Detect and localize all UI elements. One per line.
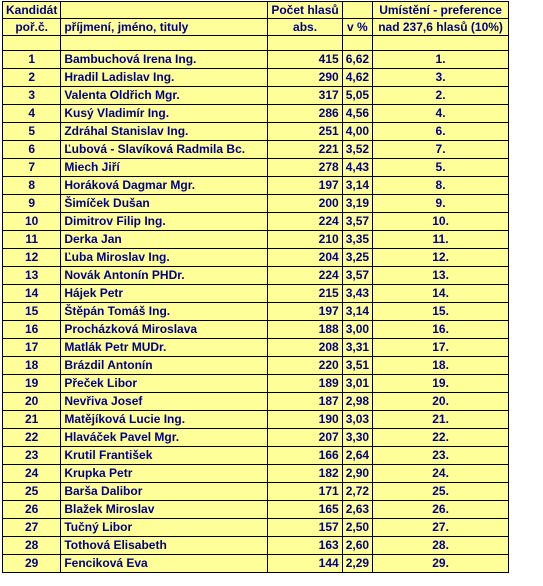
cell-abs: 163 xyxy=(268,537,342,555)
header-placement: Umístění - preference xyxy=(373,2,509,19)
cell-placement: 21. xyxy=(373,411,509,429)
spacer-cell xyxy=(3,36,61,51)
cell-name: Fenciková Eva xyxy=(61,555,268,573)
cell-placement: 22. xyxy=(373,429,509,447)
table-row xyxy=(3,393,509,411)
cell-pct: 3,31 xyxy=(342,339,372,357)
spacer-row xyxy=(3,36,509,51)
cell-placement: 25. xyxy=(373,483,509,501)
cell-order: 25 xyxy=(3,483,61,501)
table-row xyxy=(3,555,509,573)
cell-name: Tučný Libor xyxy=(61,519,268,537)
cell-abs: 221 xyxy=(268,141,342,159)
cell-abs: 165 xyxy=(268,501,342,519)
cell-order: 29 xyxy=(3,555,61,573)
cell-abs: 157 xyxy=(268,519,342,537)
cell-placement: 24. xyxy=(373,465,509,483)
cell-order: 1 xyxy=(3,51,61,69)
cell-name: Bambuchová Irena Ing. xyxy=(61,51,268,69)
cell-order: 14 xyxy=(3,285,61,303)
cell-abs: 190 xyxy=(268,411,342,429)
cell-abs: 286 xyxy=(268,105,342,123)
cell-placement: 12. xyxy=(373,249,509,267)
cell-abs: 197 xyxy=(268,177,342,195)
cell-abs: 197 xyxy=(268,303,342,321)
cell-pct: 3,00 xyxy=(342,321,372,339)
cell-order: 13 xyxy=(3,267,61,285)
cell-order: 22 xyxy=(3,429,61,447)
cell-order: 26 xyxy=(3,501,61,519)
cell-pct: 2,63 xyxy=(342,501,372,519)
cell-abs: 200 xyxy=(268,195,342,213)
cell-name: Hlaváček Pavel Mgr. xyxy=(61,429,268,447)
cell-name: Derka Jan xyxy=(61,231,268,249)
table-row xyxy=(3,87,509,105)
cell-placement: 14. xyxy=(373,285,509,303)
cell-pct: 3,52 xyxy=(342,141,372,159)
cell-abs: 189 xyxy=(268,375,342,393)
cell-pct: 2,90 xyxy=(342,465,372,483)
table-row xyxy=(3,195,509,213)
cell-order: 11 xyxy=(3,231,61,249)
cell-order: 27 xyxy=(3,519,61,537)
cell-name: Zdráhal Stanislav Ing. xyxy=(61,123,268,141)
cell-pct: 2,64 xyxy=(342,447,372,465)
table-row xyxy=(3,105,509,123)
cell-name: Valenta Oldřich Mgr. xyxy=(61,87,268,105)
cell-placement: 7. xyxy=(373,141,509,159)
results-table-body xyxy=(3,2,509,573)
spacer-cell xyxy=(268,36,342,51)
table-row xyxy=(3,357,509,375)
cell-order: 10 xyxy=(3,213,61,231)
cell-order: 6 xyxy=(3,141,61,159)
cell-name: Miech Jiří xyxy=(61,159,268,177)
cell-placement: 4. xyxy=(373,105,509,123)
cell-placement: 29. xyxy=(373,555,509,573)
cell-abs: 251 xyxy=(268,123,342,141)
spacer-cell xyxy=(373,36,509,51)
cell-name: Ľubová - Slavíková Radmila Bc. xyxy=(61,141,268,159)
cell-placement: 3. xyxy=(373,69,509,87)
cell-order: 5 xyxy=(3,123,61,141)
cell-order: 2 xyxy=(3,69,61,87)
table-row xyxy=(3,177,509,195)
cell-abs: 144 xyxy=(268,555,342,573)
cell-abs: 208 xyxy=(268,339,342,357)
cell-abs: 215 xyxy=(268,285,342,303)
cell-pct: 2,29 xyxy=(342,555,372,573)
table-row xyxy=(3,231,509,249)
cell-pct: 2,60 xyxy=(342,537,372,555)
cell-placement: 1. xyxy=(373,51,509,69)
cell-abs: 415 xyxy=(268,51,342,69)
header-abs: abs. xyxy=(268,19,342,36)
cell-order: 28 xyxy=(3,537,61,555)
cell-placement: 11. xyxy=(373,231,509,249)
cell-pct: 4,43 xyxy=(342,159,372,177)
cell-order: 24 xyxy=(3,465,61,483)
cell-placement: 5. xyxy=(373,159,509,177)
cell-abs: 210 xyxy=(268,231,342,249)
cell-order: 8 xyxy=(3,177,61,195)
cell-placement: 27. xyxy=(373,519,509,537)
results-table xyxy=(2,1,509,573)
cell-abs: 290 xyxy=(268,69,342,87)
table-row xyxy=(3,123,509,141)
cell-name: Blažek Miroslav xyxy=(61,501,268,519)
header-candidate: Kandidát xyxy=(3,2,61,19)
table-row xyxy=(3,267,509,285)
table-row xyxy=(3,483,509,501)
cell-order: 15 xyxy=(3,303,61,321)
table-row xyxy=(3,429,509,447)
table-row xyxy=(3,249,509,267)
cell-pct: 3,03 xyxy=(342,411,372,429)
cell-pct: 3,57 xyxy=(342,267,372,285)
table-row xyxy=(3,411,509,429)
spacer-cell xyxy=(61,36,268,51)
table-row xyxy=(3,447,509,465)
cell-pct: 3,43 xyxy=(342,285,372,303)
cell-placement: 13. xyxy=(373,267,509,285)
cell-abs: 224 xyxy=(268,213,342,231)
header-empty xyxy=(61,2,268,19)
table-row xyxy=(3,303,509,321)
table-row xyxy=(3,519,509,537)
cell-pct: 6,62 xyxy=(342,51,372,69)
cell-abs: 188 xyxy=(268,321,342,339)
header-votes: Počet hlasů xyxy=(268,2,342,19)
cell-placement: 9. xyxy=(373,195,509,213)
cell-placement: 2. xyxy=(373,87,509,105)
table-row xyxy=(3,537,509,555)
cell-order: 16 xyxy=(3,321,61,339)
cell-abs: 220 xyxy=(268,357,342,375)
cell-pct: 3,57 xyxy=(342,213,372,231)
cell-placement: 17. xyxy=(373,339,509,357)
cell-name: Matějíková Lucie Ing. xyxy=(61,411,268,429)
cell-pct: 5,05 xyxy=(342,87,372,105)
table-row xyxy=(3,159,509,177)
cell-placement: 19. xyxy=(373,375,509,393)
cell-pct: 3,25 xyxy=(342,249,372,267)
cell-abs: 166 xyxy=(268,447,342,465)
cell-order: 4 xyxy=(3,105,61,123)
results-table-container xyxy=(2,1,509,573)
cell-name: Hradil Ladislav Ing. xyxy=(61,69,268,87)
cell-abs: 204 xyxy=(268,249,342,267)
table-row xyxy=(3,69,509,87)
cell-abs: 182 xyxy=(268,465,342,483)
cell-order: 12 xyxy=(3,249,61,267)
cell-order: 20 xyxy=(3,393,61,411)
cell-name: Štěpán Tomáš Ing. xyxy=(61,303,268,321)
table-row xyxy=(3,339,509,357)
cell-pct: 2,72 xyxy=(342,483,372,501)
spacer-cell xyxy=(342,36,372,51)
header-name: příjmení, jméno, tituly xyxy=(61,19,268,36)
cell-name: Matlák Petr MUDr. xyxy=(61,339,268,357)
cell-order: 23 xyxy=(3,447,61,465)
cell-name: Hájek Petr xyxy=(61,285,268,303)
cell-pct: 3,14 xyxy=(342,177,372,195)
cell-name: Kusý Vladimír Ing. xyxy=(61,105,268,123)
cell-order: 3 xyxy=(3,87,61,105)
cell-placement: 23. xyxy=(373,447,509,465)
cell-name: Horáková Dagmar Mgr. xyxy=(61,177,268,195)
cell-abs: 187 xyxy=(268,393,342,411)
cell-abs: 317 xyxy=(268,87,342,105)
cell-placement: 26. xyxy=(373,501,509,519)
table-row xyxy=(3,465,509,483)
header-row-2 xyxy=(3,19,509,36)
cell-name: Krupka Petr xyxy=(61,465,268,483)
cell-pct: 2,50 xyxy=(342,519,372,537)
cell-pct: 4,00 xyxy=(342,123,372,141)
cell-pct: 3,19 xyxy=(342,195,372,213)
header-empty xyxy=(342,2,372,19)
cell-name: Šimíček Dušan xyxy=(61,195,268,213)
cell-placement: 28. xyxy=(373,537,509,555)
table-row xyxy=(3,501,509,519)
table-row xyxy=(3,141,509,159)
cell-order: 18 xyxy=(3,357,61,375)
header-order: poř.č. xyxy=(3,19,61,36)
table-row xyxy=(3,375,509,393)
cell-pct: 4,62 xyxy=(342,69,372,87)
cell-name: Novák Antonín PHDr. xyxy=(61,267,268,285)
cell-name: Přeček Libor xyxy=(61,375,268,393)
cell-pct: 3,35 xyxy=(342,231,372,249)
header-row-1 xyxy=(3,2,509,19)
cell-placement: 18. xyxy=(373,357,509,375)
cell-pct: 3,01 xyxy=(342,375,372,393)
cell-abs: 171 xyxy=(268,483,342,501)
cell-pct: 4,56 xyxy=(342,105,372,123)
cell-pct: 3,14 xyxy=(342,303,372,321)
cell-name: Ľuba Miroslav Ing. xyxy=(61,249,268,267)
cell-name: Tothová Elisabeth xyxy=(61,537,268,555)
cell-order: 19 xyxy=(3,375,61,393)
cell-name: Procházková Miroslava xyxy=(61,321,268,339)
cell-name: Dimitrov Filip Ing. xyxy=(61,213,268,231)
header-threshold: nad 237,6 hlasů (10%) xyxy=(373,19,509,36)
table-row xyxy=(3,321,509,339)
cell-placement: 6. xyxy=(373,123,509,141)
table-row xyxy=(3,213,509,231)
cell-name: Nevřiva Josef xyxy=(61,393,268,411)
cell-abs: 278 xyxy=(268,159,342,177)
cell-order: 9 xyxy=(3,195,61,213)
cell-placement: 16. xyxy=(373,321,509,339)
cell-pct: 2,98 xyxy=(342,393,372,411)
cell-placement: 15. xyxy=(373,303,509,321)
cell-order: 21 xyxy=(3,411,61,429)
cell-order: 7 xyxy=(3,159,61,177)
cell-order: 17 xyxy=(3,339,61,357)
cell-pct: 3,30 xyxy=(342,429,372,447)
cell-pct: 3,51 xyxy=(342,357,372,375)
table-row xyxy=(3,285,509,303)
cell-placement: 8. xyxy=(373,177,509,195)
cell-name: Barša Dalibor xyxy=(61,483,268,501)
table-row xyxy=(3,51,509,69)
cell-name: Krutil František xyxy=(61,447,268,465)
cell-placement: 10. xyxy=(373,213,509,231)
cell-placement: 20. xyxy=(373,393,509,411)
cell-abs: 224 xyxy=(268,267,342,285)
header-pct: v % xyxy=(342,19,372,36)
cell-abs: 207 xyxy=(268,429,342,447)
cell-name: Brázdil Antonín xyxy=(61,357,268,375)
